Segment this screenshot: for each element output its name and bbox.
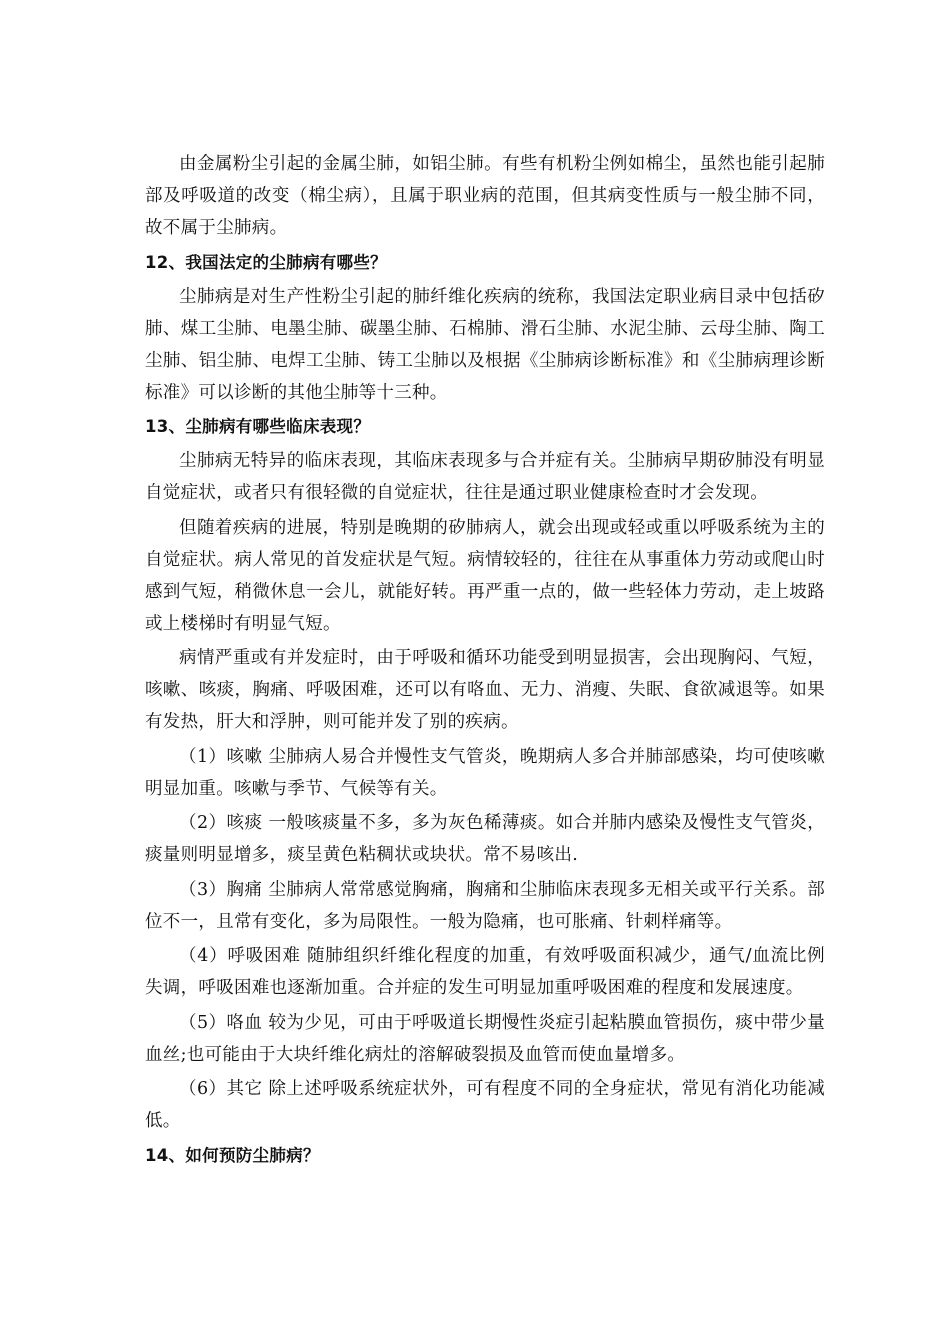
paragraph-symptom-sputum: （2）咳痰 一般咳痰量不多，多为灰色稀薄痰。如合并肺内感染及慢性支气管炎，痰量则明显增多，痰呈黄色粘稠状或块状。常不易咳出. (145, 813, 825, 865)
paragraph-clinical-intro: 尘肺病无特异的临床表现，其临床表现多与合并症有关。尘肺病早期矽肺没有明显自觉症状，或者只有很轻微的自觉症状，往往是通过职业健康检查时才会发现。 (145, 451, 825, 503)
heading-q12: 12、我国法定的尘肺病有哪些？ (145, 252, 387, 272)
heading-q14: 14、如何预防尘肺病？ (145, 1145, 320, 1165)
paragraph-legal-pneumoconiosis: 尘肺病是对生产性粉尘引起的肺纤维化疾病的统称，我国法定职业病目录中包括矽肺、煤工尘肺、电墨尘肺、碳墨尘肺、石棉肺、滑石尘肺、水泥尘肺、云母尘肺、陶工尘肺、铝尘肺、电焊工尘肺、铸工尘肺以及根据《尘肺病诊断标准》和《尘肺病理诊断标准》可以诊断的其他尘肺等十三种。 (145, 286, 825, 403)
document-page (145, 148, 825, 1174)
paragraph-metal-dust: 由金属粉尘引起的金属尘肺，如铝尘肺。有些有机粉尘例如棉尘，虽然也能引起肺部及呼吸道的改变（棉尘病），且属于职业病的范围，但其病变性质与一般尘肺不同，故不属于尘肺病。 (145, 154, 825, 238)
paragraph-symptom-chest-pain: （3）胸痛 尘肺病人常常感觉胸痛，胸痛和尘肺临床表现多无相关或平行关系。部位不一，且常有变化，多为局限性。一般为隐痛，也可胀痛、针刺样痛等。 (145, 879, 825, 932)
paragraph-symptom-cough: （1）咳嗽 尘肺病人易合并慢性支气管炎，晚期病人多合并肺部感染，均可使咳嗽明显加重。咳嗽与季节、气候等有关。 (145, 746, 825, 799)
paragraph-complications: 病情严重或有并发症时，由于呼吸和循环功能受到明显损害，会出现胸闷、气短，咳嗽、咳痰，胸痛、呼吸困难，还可以有咯血、无力、消瘦、失眠、食欲减退等。如果有发热，肝大和浮肿，则可能并发了别的疾病。 (145, 648, 825, 732)
paragraph-symptom-dyspnea: （4）呼吸困难 随肺组织纤维化程度的加重，有效呼吸面积减少，通气/血流比例失调，呼吸困难也逐渐加重。合并症的发生可明显加重呼吸困难的程度和发展速度。 (145, 946, 825, 998)
paragraph-symptom-hemoptysis: （5）咯血 较为少见，可由于呼吸道长期慢性炎症引起粘膜血管损伤，痰中带少量血丝;也可能由于大块纤维化病灶的溶解破裂损及血管而使血量增多。 (145, 1012, 825, 1065)
paragraph-symptom-other: （6）其它 除上述呼吸系统症状外，可有程度不同的全身症状，常见有消化功能减低。 (145, 1079, 825, 1131)
heading-q13: 13、尘肺病有哪些临床表现？ (145, 417, 371, 436)
paragraph-progression: 但随着疾病的进展，特别是晚期的矽肺病人，就会出现或轻或重以呼吸系统为主的自觉症状。病人常见的首发症状是气短。病情较轻的，往往在从事重体力劳动或爬山时感到气短，稍微休息一会儿，就能好转。再严重一点的，做一些轻体力劳动，走上坡路或上楼梯时有明显气短。 (145, 517, 825, 634)
